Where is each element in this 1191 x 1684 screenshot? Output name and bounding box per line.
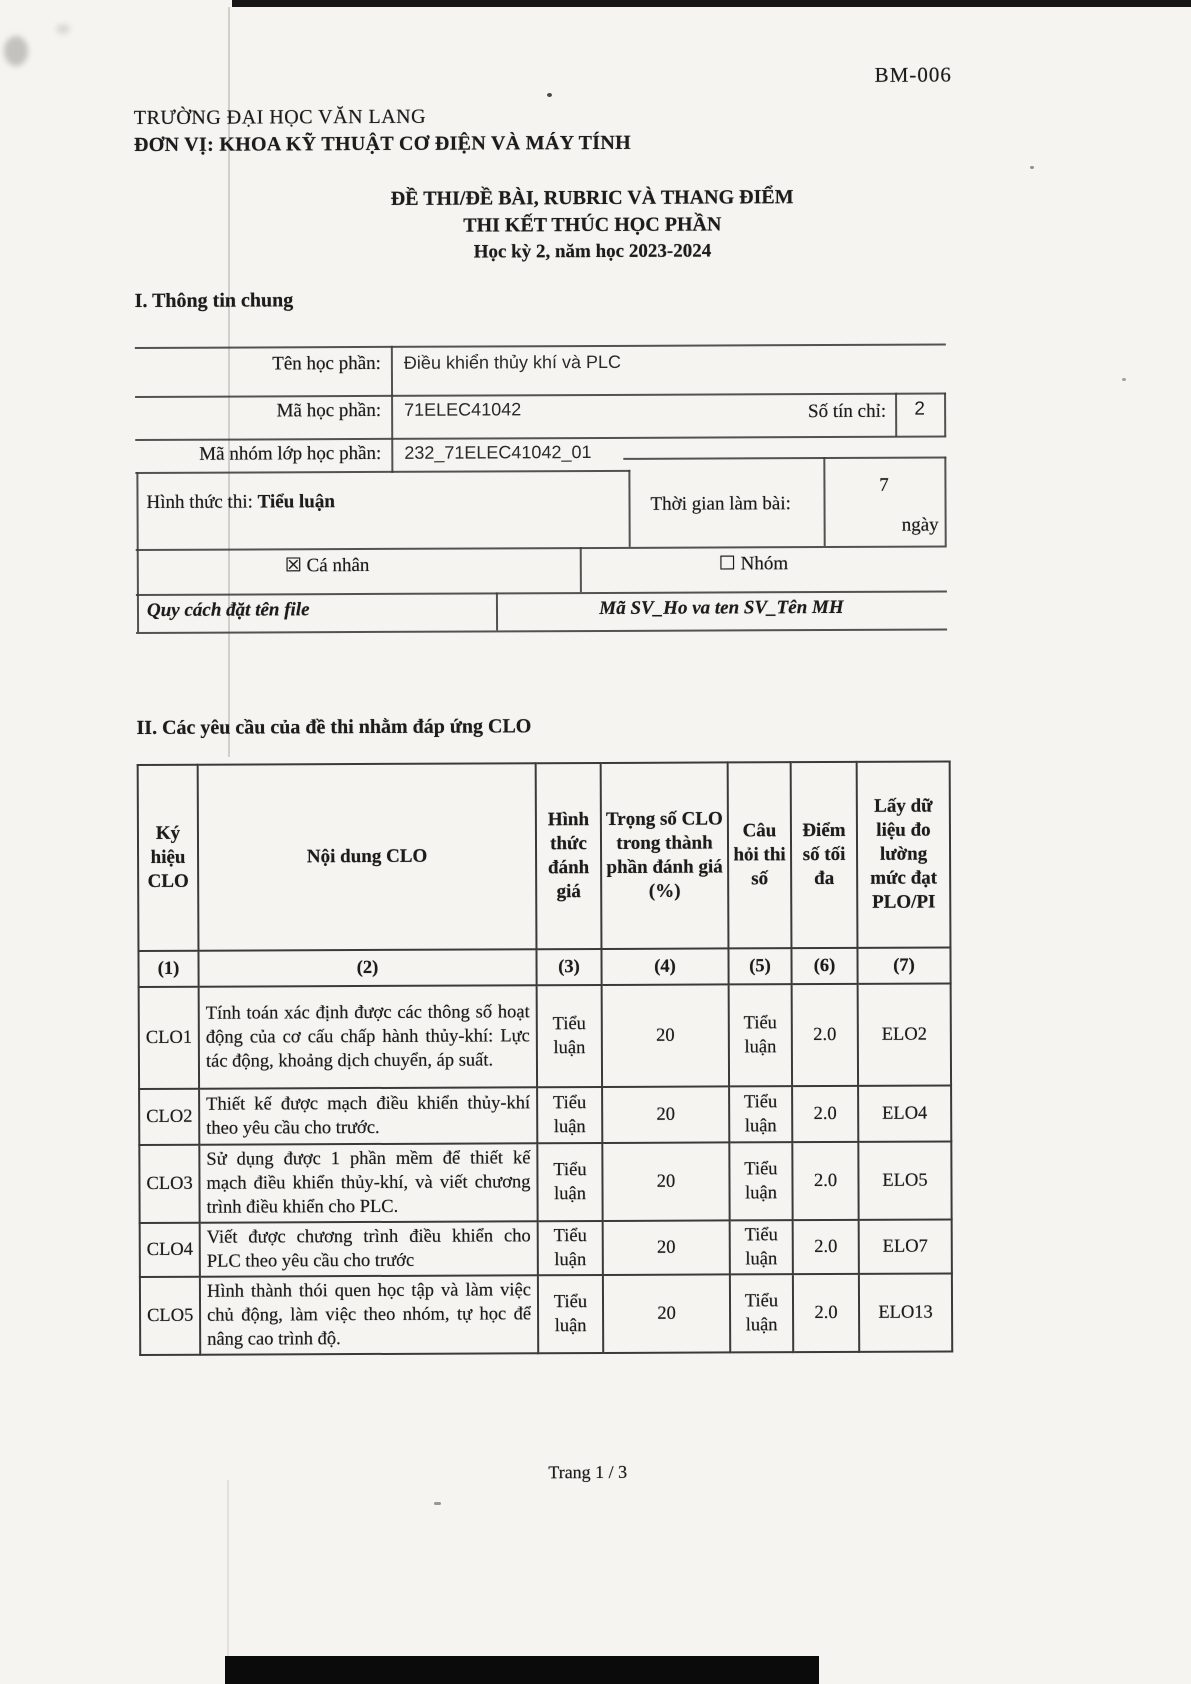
class-group-code-label: Mã nhóm lớp học phần:: [199, 442, 382, 465]
table1-border-line: [136, 590, 947, 596]
credits-value: 2: [914, 398, 925, 420]
column-number: (1): [138, 951, 198, 987]
exam-format-field: [146, 491, 334, 514]
weight-cell: 20: [603, 1274, 730, 1353]
exam-title-line1: ĐỀ THI/ĐỀ BÀI, RUBRIC VÀ THANG ĐIỂM: [390, 186, 794, 210]
section1-heading: I. Thông tin chung: [134, 289, 294, 313]
max-score-cell: 2.0: [792, 1142, 858, 1220]
column-number: (6): [791, 948, 857, 984]
elo-cell: ELO4: [858, 1085, 951, 1141]
table1-border-line: [944, 456, 946, 545]
elo-cell: ELO5: [858, 1141, 951, 1219]
duration-unit: ngày: [901, 514, 939, 536]
department-name: ĐƠN VỊ: KHOA KỸ THUẬT CƠ ĐIỆN VÀ MÁY TÍNH: [133, 131, 631, 157]
exam-format-label: Hình thức thi:: [146, 491, 253, 513]
table-header-row: [138, 761, 951, 951]
file-naming-label: Quy cách đặt tên file: [146, 599, 310, 621]
table1-border-line: [580, 547, 582, 592]
individual-checkbox: ☒: [284, 555, 302, 577]
header-question-number: Câu hỏi thi số: [728, 762, 792, 948]
elo-cell: ELO2: [858, 983, 951, 1085]
table-row-clo1: [139, 983, 951, 1089]
section2-heading: II. Các yêu cầu của đề thi nhằm đáp ứng CLO: [136, 715, 532, 740]
exam-format-value: Tiểu luận: [257, 491, 335, 513]
format-cell: Tiểu luận: [537, 1143, 602, 1221]
clo-requirements-table: [137, 760, 954, 1356]
clo-content-cell: Hình thành thói quen học tập và làm việc chủ động, làm việc theo nhóm, tự học để nâng cao trình độ.: [200, 1275, 538, 1354]
group-option: [719, 552, 788, 575]
table1-border-line: [135, 470, 630, 474]
question-cell: Tiểu luận: [729, 1086, 792, 1142]
format-cell: Tiểu luận: [538, 1221, 603, 1275]
course-name-value: Điều khiển thủy khí và PLC: [403, 351, 622, 373]
header-clo-id: Ký hiệu CLO: [138, 765, 199, 951]
table-row-clo4: [140, 1219, 952, 1277]
clo-content-cell: Tính toán xác định được các thông số hoạt động của cơ cấu chấp hành thủy-khí: Lực tác động, khoảng dịch chuyển, áp suất.: [199, 985, 537, 1088]
max-score-cell: 2.0: [793, 1220, 859, 1274]
clo-id-cell: CLO5: [140, 1277, 200, 1355]
column-number: (7): [857, 947, 950, 983]
group-checkbox: ☐: [718, 553, 736, 575]
clo-id-cell: CLO4: [140, 1223, 200, 1277]
weight-cell: 20: [602, 984, 729, 1087]
max-score-cell: 2.0: [793, 1274, 859, 1352]
weight-cell: 20: [602, 1142, 729, 1221]
group-label: Nhóm: [740, 553, 789, 575]
individual-option: [285, 554, 370, 577]
column-number: (3): [536, 949, 601, 985]
table-row-clo3: [139, 1141, 951, 1223]
clo-content-cell: Viết được chương trình điều khiển cho PLC theo yêu cầu cho trước: [200, 1221, 538, 1276]
form-code: BM-006: [874, 62, 952, 87]
column-number: (4): [601, 948, 728, 985]
clo-id-cell: CLO3: [139, 1145, 199, 1223]
table1-border-line: [135, 392, 946, 398]
individual-label: Cá nhân: [306, 554, 370, 577]
table1-border-line: [136, 545, 947, 551]
column-number-row: [138, 947, 950, 987]
question-cell: Tiểu luận: [730, 1274, 793, 1352]
format-cell: Tiểu luận: [537, 985, 602, 1087]
class-group-code-value: 232_71ELEC41042_01: [404, 442, 592, 463]
header-plo-measure: Lấy dữ liệu đo lường mức đạt PLO/PI: [857, 761, 951, 947]
course-code-value: 71ELEC41042: [404, 399, 522, 420]
table1-border-line: [136, 472, 139, 632]
question-cell: Tiểu luận: [729, 984, 792, 1086]
weight-cell: 20: [603, 1220, 730, 1275]
course-code-label: Mã học phần:: [276, 399, 382, 422]
exam-title-line3: Học kỳ 2, năm học 2023-2024: [473, 240, 712, 263]
question-cell: Tiểu luận: [729, 1142, 792, 1220]
table1-border-line: [628, 470, 630, 547]
header-max-score: Điểm số tối đa: [791, 762, 858, 948]
duration-value: 7: [879, 474, 889, 496]
course-name-label: Tên học phần:: [272, 352, 381, 375]
table1-border-line: [944, 392, 946, 436]
header-assessment-format: Hình thức đánh giá: [536, 763, 602, 949]
file-naming-value: Mã SV_Ho va ten SV_Tên MH: [599, 596, 844, 619]
weight-cell: 20: [602, 1086, 729, 1143]
header-clo-weight: Trọng số CLO trong thành phần đánh giá (%): [601, 762, 729, 949]
credits-label: Số tín chỉ:: [807, 400, 887, 423]
clo-content-cell: Thiết kế được mạch điều khiển thủy-khí theo yêu cầu cho trước.: [199, 1087, 537, 1144]
clo-id-cell: CLO1: [139, 987, 199, 1089]
elo-cell: ELO7: [859, 1219, 952, 1273]
column-number: (5): [728, 948, 791, 984]
table1-border-line: [135, 435, 946, 441]
table1-border-line: [135, 343, 946, 349]
page-number: Trang 1 / 3: [548, 1461, 628, 1483]
table1-border-line: [391, 346, 394, 473]
table1-border-line: [623, 456, 946, 459]
table1-border-line: [136, 628, 947, 634]
format-cell: Tiểu luận: [537, 1087, 602, 1143]
format-cell: Tiểu luận: [538, 1275, 603, 1353]
header-clo-content: Nội dung CLO: [198, 763, 537, 950]
elo-cell: ELO13: [859, 1273, 952, 1351]
max-score-cell: 2.0: [792, 984, 858, 1086]
exam-title-line2: THI KẾT THÚC HỌC PHẦN: [463, 213, 722, 237]
column-number: (2): [198, 949, 536, 986]
table-row-clo5: [140, 1273, 952, 1355]
clo-id-cell: CLO2: [139, 1089, 199, 1145]
duration-label: Thời gian làm bài:: [650, 493, 791, 515]
table-row-clo2: [139, 1085, 951, 1145]
question-cell: Tiểu luận: [730, 1220, 793, 1274]
clo-content-cell: Sử dụng được 1 phần mềm để thiết kế mạch điều khiển thủy-khí, và viết chương trình điều khiển cho PLC.: [199, 1143, 537, 1222]
max-score-cell: 2.0: [792, 1086, 858, 1142]
university-name: TRƯỜNG ĐẠI HỌC VĂN LANG: [133, 105, 427, 130]
